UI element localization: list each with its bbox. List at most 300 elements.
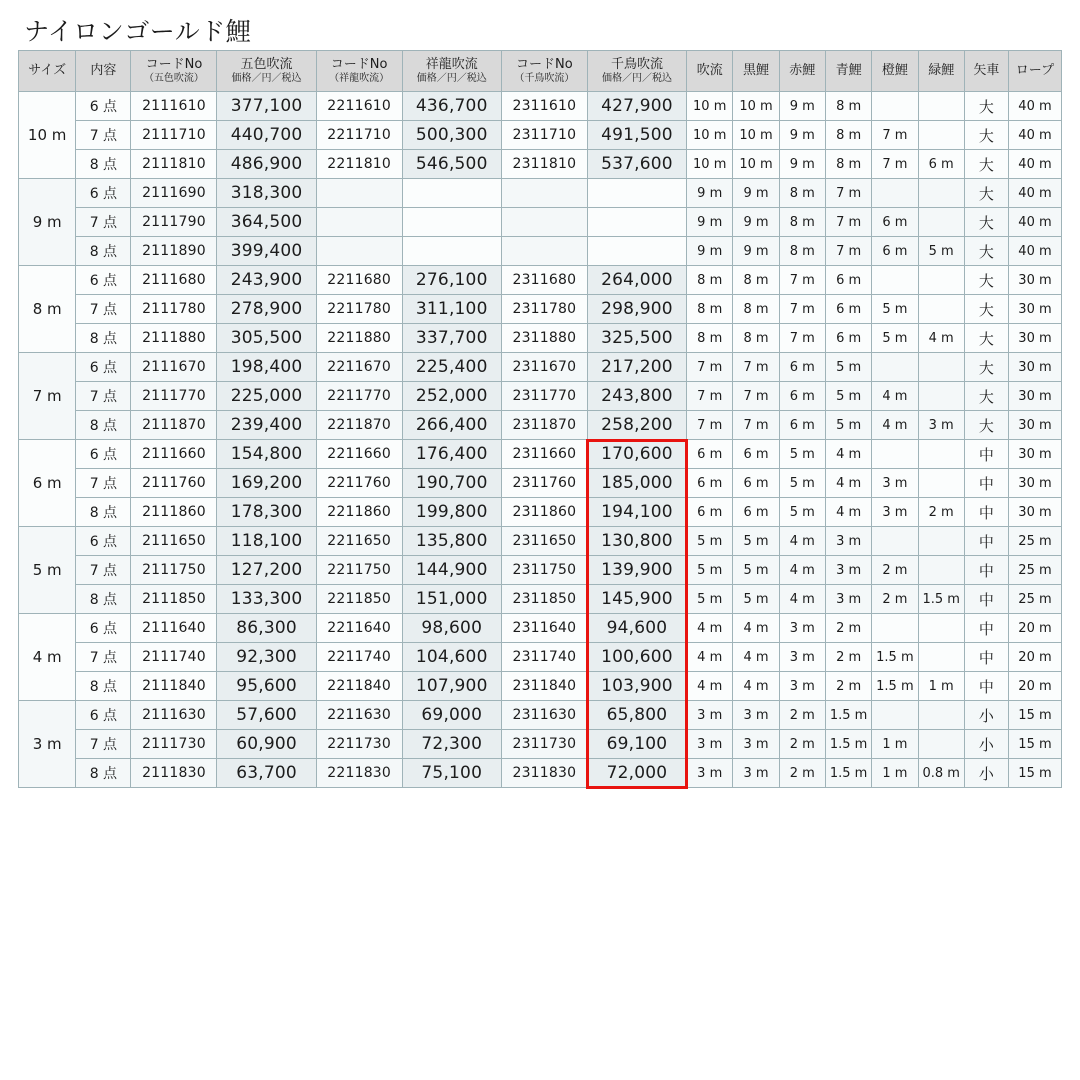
table-row — [19, 382, 1062, 411]
table-body — [19, 92, 1062, 788]
header-price-goshiki — [217, 51, 316, 92]
cell-price-goshiki: 154,800 — [217, 440, 316, 469]
cell-price-goshiki: 318,300 — [217, 179, 316, 208]
cell-price-goshiki: 178,300 — [217, 498, 316, 527]
cell-code-chidori: 2311840 — [501, 672, 587, 701]
cell-price-goshiki: 486,900 — [217, 150, 316, 179]
cell-akai: 2 m — [779, 730, 825, 759]
cell-content: 8 点 — [76, 498, 131, 527]
header-price-shoryu — [402, 51, 501, 92]
cell-kuroi: 8 m — [733, 266, 779, 295]
cell-fukinagashi: 6 m — [687, 498, 733, 527]
cell-midori — [918, 179, 964, 208]
cell-aoi: 6 m — [825, 295, 871, 324]
cell-price-chidori: 185,000 — [587, 469, 686, 498]
cell-midori: 0.8 m — [918, 759, 964, 788]
cell-code-goshiki: 2111670 — [131, 353, 217, 382]
header-price-chidori-sub: 価格／円／税込 — [601, 72, 672, 84]
cell-daidai: 4 m — [872, 382, 918, 411]
cell-code-chidori: 2311740 — [501, 643, 587, 672]
cell-content: 8 点 — [76, 150, 131, 179]
cell-yaguruma: 中 — [964, 469, 1008, 498]
cell-rope: 20 m — [1008, 672, 1061, 701]
cell-fukinagashi: 10 m — [687, 92, 733, 121]
cell-fukinagashi: 4 m — [687, 672, 733, 701]
cell-code-shoryu: 2211630 — [316, 701, 402, 730]
cell-price-shoryu: 311,100 — [402, 295, 501, 324]
cell-fukinagashi: 7 m — [687, 382, 733, 411]
cell-aoi: 2 m — [825, 672, 871, 701]
table-row — [19, 527, 1062, 556]
cell-rope: 40 m — [1008, 179, 1061, 208]
cell-price-chidori: 69,100 — [587, 730, 686, 759]
cell-yaguruma: 中 — [964, 498, 1008, 527]
cell-daidai — [872, 179, 918, 208]
cell-rope: 30 m — [1008, 295, 1061, 324]
header-code-chidori-sub: （千鳥吹流） — [514, 72, 575, 84]
cell-code-shoryu: 2211610 — [316, 92, 402, 121]
cell-code-goshiki: 2111610 — [131, 92, 217, 121]
table-row — [19, 672, 1062, 701]
cell-size: 3 m — [19, 701, 76, 788]
cell-akai: 9 m — [779, 121, 825, 150]
cell-price-goshiki: 127,200 — [217, 556, 316, 585]
cell-price-goshiki: 118,100 — [217, 527, 316, 556]
cell-kuroi: 9 m — [733, 179, 779, 208]
cell-akai: 4 m — [779, 556, 825, 585]
cell-code-goshiki: 2111870 — [131, 411, 217, 440]
cell-price-goshiki: 63,700 — [217, 759, 316, 788]
cell-content: 7 点 — [76, 295, 131, 324]
cell-fukinagashi: 9 m — [687, 208, 733, 237]
cell-code-chidori: 2311760 — [501, 469, 587, 498]
cell-midori: 1.5 m — [918, 585, 964, 614]
cell-midori — [918, 614, 964, 643]
cell-price-chidori: 258,200 — [587, 411, 686, 440]
cell-yaguruma: 大 — [964, 295, 1008, 324]
cell-yaguruma: 中 — [964, 527, 1008, 556]
cell-price-goshiki: 198,400 — [217, 353, 316, 382]
cell-midori — [918, 701, 964, 730]
cell-price-chidori: 170,600 — [587, 440, 686, 469]
header-yaguruma: 矢車 — [964, 51, 1008, 92]
cell-akai: 5 m — [779, 469, 825, 498]
table-row — [19, 324, 1062, 353]
cell-code-shoryu: 2211740 — [316, 643, 402, 672]
cell-code-chidori: 2311850 — [501, 585, 587, 614]
cell-kuroi: 3 m — [733, 759, 779, 788]
cell-midori — [918, 92, 964, 121]
cell-code-shoryu — [316, 237, 402, 266]
cell-price-chidori: 145,900 — [587, 585, 686, 614]
cell-code-chidori: 2311640 — [501, 614, 587, 643]
cell-fukinagashi: 8 m — [687, 266, 733, 295]
cell-price-goshiki: 92,300 — [217, 643, 316, 672]
cell-code-shoryu: 2211860 — [316, 498, 402, 527]
cell-content: 7 点 — [76, 208, 131, 237]
cell-code-chidori: 2311650 — [501, 527, 587, 556]
cell-yaguruma: 大 — [964, 150, 1008, 179]
cell-rope: 40 m — [1008, 150, 1061, 179]
cell-fukinagashi: 5 m — [687, 585, 733, 614]
cell-code-chidori: 2311610 — [501, 92, 587, 121]
cell-price-chidori: 65,800 — [587, 701, 686, 730]
cell-price-shoryu: 72,300 — [402, 730, 501, 759]
cell-aoi: 2 m — [825, 643, 871, 672]
cell-price-shoryu: 75,100 — [402, 759, 501, 788]
cell-rope: 30 m — [1008, 382, 1061, 411]
cell-midori: 3 m — [918, 411, 964, 440]
cell-code-goshiki: 2111810 — [131, 150, 217, 179]
cell-aoi: 3 m — [825, 556, 871, 585]
cell-content: 6 点 — [76, 179, 131, 208]
header-rope: ロープ — [1008, 51, 1061, 92]
cell-code-shoryu: 2211850 — [316, 585, 402, 614]
cell-akai: 3 m — [779, 614, 825, 643]
cell-akai: 6 m — [779, 382, 825, 411]
cell-yaguruma: 小 — [964, 759, 1008, 788]
cell-rope: 20 m — [1008, 643, 1061, 672]
cell-akai: 5 m — [779, 440, 825, 469]
header-content-main: 内容 — [90, 62, 117, 78]
cell-daidai — [872, 527, 918, 556]
cell-daidai: 2 m — [872, 585, 918, 614]
cell-akai: 7 m — [779, 324, 825, 353]
cell-rope: 30 m — [1008, 324, 1061, 353]
cell-aoi: 2 m — [825, 614, 871, 643]
cell-midori — [918, 208, 964, 237]
cell-daidai — [872, 614, 918, 643]
cell-rope: 30 m — [1008, 353, 1061, 382]
cell-code-goshiki: 2111830 — [131, 759, 217, 788]
table-row — [19, 411, 1062, 440]
cell-daidai: 6 m — [872, 237, 918, 266]
cell-price-chidori — [587, 237, 686, 266]
cell-rope: 30 m — [1008, 411, 1061, 440]
cell-daidai: 5 m — [872, 324, 918, 353]
cell-code-goshiki: 2111890 — [131, 237, 217, 266]
cell-yaguruma: 大 — [964, 324, 1008, 353]
cell-kuroi: 9 m — [733, 208, 779, 237]
cell-daidai: 2 m — [872, 556, 918, 585]
cell-size: 5 m — [19, 527, 76, 614]
header-code-goshiki — [131, 51, 217, 92]
cell-yaguruma: 大 — [964, 237, 1008, 266]
cell-kuroi: 9 m — [733, 237, 779, 266]
cell-midori — [918, 295, 964, 324]
cell-price-chidori: 194,100 — [587, 498, 686, 527]
cell-yaguruma: 小 — [964, 701, 1008, 730]
cell-code-shoryu: 2211840 — [316, 672, 402, 701]
cell-yaguruma: 中 — [964, 440, 1008, 469]
table-row — [19, 150, 1062, 179]
cell-rope: 15 m — [1008, 730, 1061, 759]
cell-aoi: 8 m — [825, 121, 871, 150]
header-price-shoryu-main: 祥龍吹流 — [425, 56, 478, 72]
cell-code-goshiki: 2111790 — [131, 208, 217, 237]
header-kuroi: 黒鯉 — [733, 51, 779, 92]
header-fukinagashi: 吹流 — [687, 51, 733, 92]
cell-fukinagashi: 3 m — [687, 759, 733, 788]
header-code-shoryu-sub: （祥龍吹流） — [329, 72, 390, 84]
cell-code-goshiki: 2111650 — [131, 527, 217, 556]
cell-kuroi: 6 m — [733, 469, 779, 498]
cell-midori — [918, 440, 964, 469]
cell-code-goshiki: 2111660 — [131, 440, 217, 469]
cell-rope: 25 m — [1008, 527, 1061, 556]
cell-price-shoryu: 225,400 — [402, 353, 501, 382]
header-code-shoryu-main: コードNo — [330, 56, 388, 72]
cell-price-goshiki: 225,000 — [217, 382, 316, 411]
cell-price-chidori: 72,000 — [587, 759, 686, 788]
cell-price-chidori — [587, 208, 686, 237]
cell-price-chidori: 298,900 — [587, 295, 686, 324]
cell-code-shoryu — [316, 179, 402, 208]
cell-code-shoryu: 2211650 — [316, 527, 402, 556]
cell-price-shoryu: 500,300 — [402, 121, 501, 150]
cell-akai: 4 m — [779, 585, 825, 614]
cell-midori — [918, 469, 964, 498]
cell-content: 6 点 — [76, 440, 131, 469]
cell-kuroi: 6 m — [733, 440, 779, 469]
cell-code-goshiki: 2111780 — [131, 295, 217, 324]
cell-yaguruma: 大 — [964, 179, 1008, 208]
cell-akai: 3 m — [779, 672, 825, 701]
cell-code-chidori: 2311730 — [501, 730, 587, 759]
cell-rope: 30 m — [1008, 266, 1061, 295]
cell-content: 8 点 — [76, 411, 131, 440]
cell-rope: 25 m — [1008, 556, 1061, 585]
cell-price-chidori: 94,600 — [587, 614, 686, 643]
cell-price-goshiki: 364,500 — [217, 208, 316, 237]
cell-rope: 30 m — [1008, 469, 1061, 498]
cell-rope: 15 m — [1008, 759, 1061, 788]
cell-price-goshiki: 86,300 — [217, 614, 316, 643]
cell-yaguruma: 大 — [964, 411, 1008, 440]
page-title: ナイロンゴールド鯉 — [24, 17, 252, 46]
header-row — [19, 51, 1062, 92]
cell-yaguruma: 大 — [964, 353, 1008, 382]
cell-yaguruma: 大 — [964, 208, 1008, 237]
cell-aoi: 3 m — [825, 527, 871, 556]
cell-price-chidori — [587, 179, 686, 208]
cell-kuroi: 7 m — [733, 411, 779, 440]
cell-daidai — [872, 440, 918, 469]
table-row — [19, 469, 1062, 498]
cell-aoi: 4 m — [825, 498, 871, 527]
cell-daidai — [872, 701, 918, 730]
cell-price-shoryu: 144,900 — [402, 556, 501, 585]
cell-akai: 9 m — [779, 150, 825, 179]
cell-fukinagashi: 6 m — [687, 469, 733, 498]
cell-midori: 6 m — [918, 150, 964, 179]
cell-code-goshiki: 2111760 — [131, 469, 217, 498]
cell-daidai: 4 m — [872, 411, 918, 440]
cell-code-goshiki: 2111710 — [131, 121, 217, 150]
table-row — [19, 556, 1062, 585]
cell-fukinagashi: 8 m — [687, 295, 733, 324]
cell-code-shoryu: 2211880 — [316, 324, 402, 353]
header-price-goshiki-main: 五色吹流 — [240, 56, 293, 72]
cell-size: 8 m — [19, 266, 76, 353]
cell-content: 7 点 — [76, 121, 131, 150]
cell-code-shoryu: 2211780 — [316, 295, 402, 324]
cell-price-chidori: 130,800 — [587, 527, 686, 556]
cell-price-goshiki: 377,100 — [217, 92, 316, 121]
cell-aoi: 8 m — [825, 92, 871, 121]
cell-daidai: 1 m — [872, 759, 918, 788]
header-price-shoryu-sub: 価格／円／税込 — [416, 72, 487, 84]
cell-midori — [918, 121, 964, 150]
cell-code-shoryu: 2211870 — [316, 411, 402, 440]
cell-kuroi: 10 m — [733, 150, 779, 179]
cell-daidai — [872, 353, 918, 382]
cell-aoi: 5 m — [825, 382, 871, 411]
cell-code-chidori — [501, 237, 587, 266]
cell-content: 6 点 — [76, 614, 131, 643]
cell-akai: 8 m — [779, 179, 825, 208]
cell-content: 7 点 — [76, 730, 131, 759]
cell-daidai: 1 m — [872, 730, 918, 759]
cell-midori — [918, 730, 964, 759]
cell-code-shoryu: 2211670 — [316, 353, 402, 382]
cell-content: 8 点 — [76, 237, 131, 266]
cell-akai: 7 m — [779, 295, 825, 324]
cell-yaguruma: 大 — [964, 266, 1008, 295]
table-row — [19, 701, 1062, 730]
header-price-chidori — [587, 51, 686, 92]
cell-akai: 9 m — [779, 92, 825, 121]
cell-price-shoryu — [402, 208, 501, 237]
cell-kuroi: 4 m — [733, 672, 779, 701]
cell-code-chidori: 2311660 — [501, 440, 587, 469]
cell-midori: 2 m — [918, 498, 964, 527]
table-row — [19, 208, 1062, 237]
cell-content: 7 点 — [76, 556, 131, 585]
cell-fukinagashi: 3 m — [687, 701, 733, 730]
header-content — [76, 51, 131, 92]
cell-fukinagashi: 4 m — [687, 614, 733, 643]
cell-kuroi: 6 m — [733, 498, 779, 527]
cell-rope: 30 m — [1008, 498, 1061, 527]
cell-code-shoryu: 2211710 — [316, 121, 402, 150]
cell-kuroi: 10 m — [733, 92, 779, 121]
cell-code-chidori: 2311880 — [501, 324, 587, 353]
cell-price-goshiki: 60,900 — [217, 730, 316, 759]
cell-kuroi: 5 m — [733, 585, 779, 614]
cell-price-goshiki: 169,200 — [217, 469, 316, 498]
cell-code-goshiki: 2111770 — [131, 382, 217, 411]
cell-kuroi: 4 m — [733, 643, 779, 672]
cell-akai: 4 m — [779, 527, 825, 556]
cell-aoi: 7 m — [825, 237, 871, 266]
cell-fukinagashi: 5 m — [687, 527, 733, 556]
table-row — [19, 440, 1062, 469]
cell-price-chidori: 243,800 — [587, 382, 686, 411]
cell-daidai: 3 m — [872, 469, 918, 498]
cell-akai: 7 m — [779, 266, 825, 295]
cell-aoi: 1.5 m — [825, 730, 871, 759]
cell-price-goshiki: 243,900 — [217, 266, 316, 295]
cell-price-shoryu: 107,900 — [402, 672, 501, 701]
header-size-main: サイズ — [28, 62, 67, 78]
cell-content: 8 点 — [76, 585, 131, 614]
table-row — [19, 759, 1062, 788]
cell-rope: 40 m — [1008, 208, 1061, 237]
cell-price-shoryu: 276,100 — [402, 266, 501, 295]
cell-daidai: 1.5 m — [872, 643, 918, 672]
cell-price-shoryu: 151,000 — [402, 585, 501, 614]
cell-fukinagashi: 7 m — [687, 353, 733, 382]
cell-price-shoryu: 337,700 — [402, 324, 501, 353]
cell-code-chidori — [501, 179, 587, 208]
cell-content: 6 点 — [76, 353, 131, 382]
cell-price-shoryu: 190,700 — [402, 469, 501, 498]
header-akai: 赤鯉 — [779, 51, 825, 92]
cell-kuroi: 3 m — [733, 701, 779, 730]
header-size — [19, 51, 76, 92]
cell-aoi: 5 m — [825, 353, 871, 382]
cell-rope: 40 m — [1008, 92, 1061, 121]
cell-price-shoryu: 436,700 — [402, 92, 501, 121]
table-row — [19, 353, 1062, 382]
cell-rope: 20 m — [1008, 614, 1061, 643]
cell-price-chidori: 491,500 — [587, 121, 686, 150]
table-row — [19, 92, 1062, 121]
cell-size: 9 m — [19, 179, 76, 266]
cell-daidai: 3 m — [872, 498, 918, 527]
cell-price-goshiki: 57,600 — [217, 701, 316, 730]
cell-content: 8 点 — [76, 324, 131, 353]
cell-fukinagashi: 3 m — [687, 730, 733, 759]
cell-code-shoryu: 2211810 — [316, 150, 402, 179]
cell-price-goshiki: 239,400 — [217, 411, 316, 440]
cell-price-goshiki: 278,900 — [217, 295, 316, 324]
cell-akai: 6 m — [779, 411, 825, 440]
cell-code-chidori: 2311780 — [501, 295, 587, 324]
cell-content: 7 点 — [76, 469, 131, 498]
cell-size: 10 m — [19, 92, 76, 179]
cell-aoi: 1.5 m — [825, 701, 871, 730]
cell-yaguruma: 中 — [964, 643, 1008, 672]
cell-code-chidori: 2311770 — [501, 382, 587, 411]
cell-fukinagashi: 5 m — [687, 556, 733, 585]
cell-price-shoryu: 252,000 — [402, 382, 501, 411]
cell-code-goshiki: 2111880 — [131, 324, 217, 353]
cell-kuroi: 3 m — [733, 730, 779, 759]
cell-size: 7 m — [19, 353, 76, 440]
cell-code-chidori: 2311830 — [501, 759, 587, 788]
cell-midori — [918, 527, 964, 556]
cell-price-shoryu: 69,000 — [402, 701, 501, 730]
cell-code-goshiki: 2111840 — [131, 672, 217, 701]
cell-price-shoryu: 546,500 — [402, 150, 501, 179]
cell-code-goshiki: 2111750 — [131, 556, 217, 585]
cell-aoi: 7 m — [825, 179, 871, 208]
cell-content: 7 点 — [76, 382, 131, 411]
cell-yaguruma: 大 — [964, 92, 1008, 121]
cell-price-goshiki: 399,400 — [217, 237, 316, 266]
cell-code-chidori: 2311810 — [501, 150, 587, 179]
cell-aoi: 5 m — [825, 411, 871, 440]
cell-price-goshiki: 95,600 — [217, 672, 316, 701]
cell-daidai: 1.5 m — [872, 672, 918, 701]
cell-price-chidori: 264,000 — [587, 266, 686, 295]
cell-content: 6 点 — [76, 92, 131, 121]
cell-fukinagashi: 8 m — [687, 324, 733, 353]
cell-akai: 3 m — [779, 643, 825, 672]
cell-code-chidori: 2311680 — [501, 266, 587, 295]
